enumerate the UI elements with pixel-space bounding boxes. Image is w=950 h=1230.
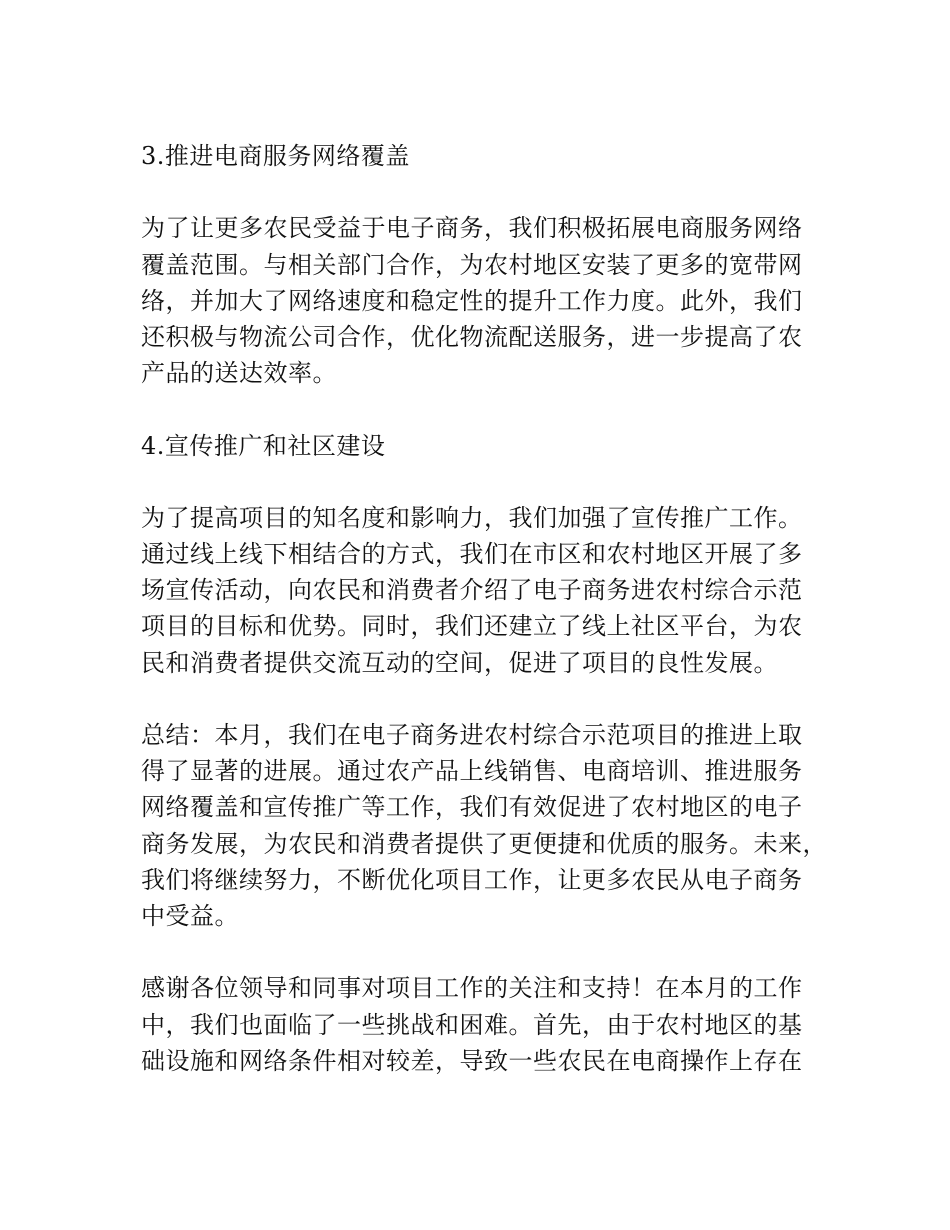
text-line: 总结：本月，我们在电子商务进农村综合示范项目的推进上取 [141,721,803,749]
text-line: 3.推进电商服务网络覆盖 [141,142,410,170]
paragraph-gap [141,464,829,500]
text-line: 4.宣传推广和社区建设 [141,431,386,460]
text-line: 通过线上线下相结合的方式，我们在市区和农村地区开展了多 [141,540,803,569]
paragraph-gap [141,934,829,970]
text-line: 为了让更多农民受益于电子商务，我们积极拓展电商服务网络 [141,214,803,243]
text-line: 民和消费者提供交流互动的空间，促进了项目的良性发展。 [141,648,778,677]
text-line: 得了显著的进展。通过农产品上线销售、电商培训、推进服务 [141,757,803,786]
text-line: 中受益。 [141,901,239,930]
text-line: 中，我们也面临了一些挑战和困难。首先，由于农村地区的基 [141,1010,803,1039]
text-line: 覆盖范围。与相关部门合作，为农村地区安装了更多的宽带网 [141,250,803,279]
text-line: 础设施和网络条件相对较差，导致一些农民在电商操作上存在 [141,1046,803,1075]
text-line: 产品的送达效率。 [141,359,337,388]
document-body [141,138,829,1079]
text-line: 场宣传活动，向农民和消费者介绍了电子商务进农村综合示范 [141,576,803,605]
paragraph-thanks-challenges [141,970,829,1079]
paragraph-gap [141,174,829,210]
text-line: 网络覆盖和宣传推广等工作，我们有效促进了农村地区的电子 [141,793,803,822]
heading-promotion-community [141,428,829,464]
text-line: 我们将继续努力，不断优化项目工作，让更多农民从电子商务 [141,865,803,894]
paragraph-summary [141,717,829,934]
paragraph-service-network [141,210,829,391]
text-line: 络，并加大了网络速度和稳定性的提升工作力度。此外，我们 [141,286,803,315]
text-line: 还积极与物流公司合作，优化物流配送服务，进一步提高了农 [141,322,803,351]
text-line: 为了提高项目的知名度和影响力，我们加强了宣传推广工作。 [141,503,803,532]
text-line: 项目的目标和优势。同时，我们还建立了线上社区平台，为农 [141,612,803,641]
text-line: 商务发展，为农民和消费者提供了更便捷和优质的服务。未来， [141,829,827,858]
paragraph-gap [141,681,829,717]
paragraph-gap [141,391,829,427]
heading-service-network [141,138,829,174]
paragraph-promotion-community [141,500,829,681]
text-line: 感谢各位领导和同事对项目工作的关注和支持！在本月的工作 [141,974,803,1003]
